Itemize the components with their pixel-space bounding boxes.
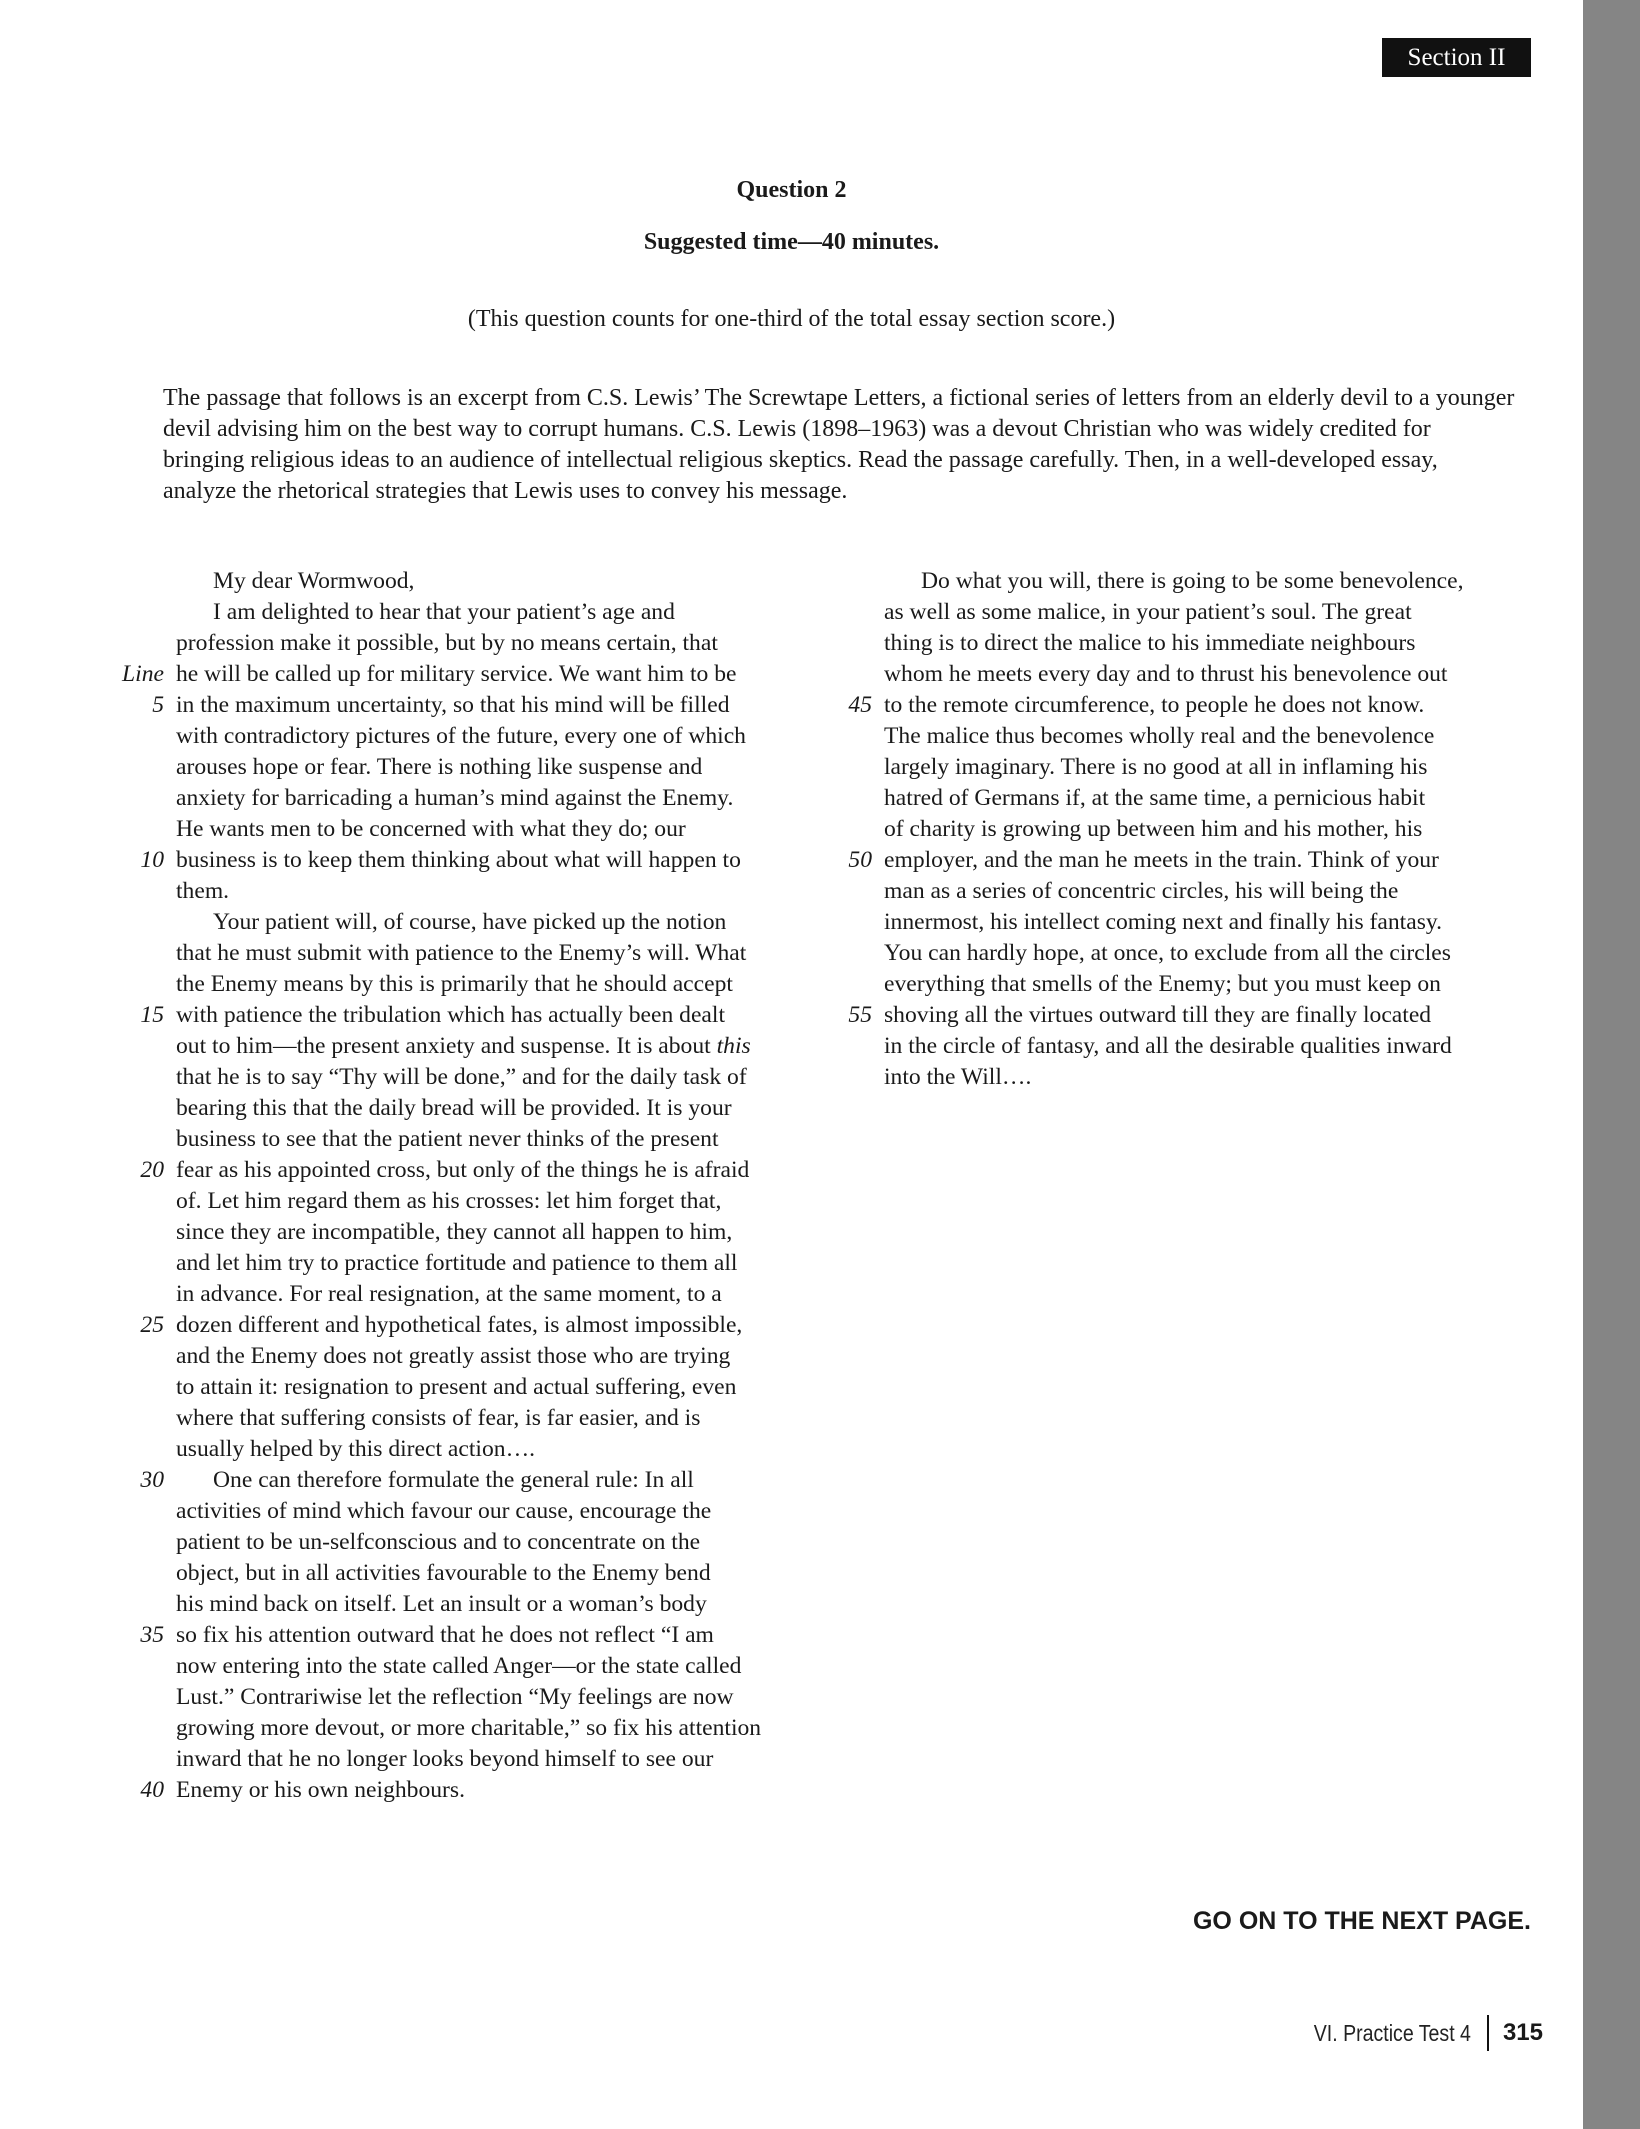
line-text-run: object, but in all activities favourable to the Enemy bend bbox=[176, 1560, 711, 1586]
passage-line bbox=[90, 659, 830, 690]
line-text-run: and let him try to practice fortitude and patience to them all bbox=[176, 1250, 738, 1276]
line-text-run: business is to keep them thinking about what will happen to bbox=[176, 847, 741, 873]
line-text bbox=[884, 597, 1412, 628]
line-number: 55 bbox=[848, 1002, 872, 1028]
line-number: 5 bbox=[152, 692, 164, 718]
line-text bbox=[213, 1465, 694, 1496]
line-text-run: One can therefore formulate the general rule: In all bbox=[213, 1467, 694, 1493]
passage-line bbox=[90, 1558, 830, 1589]
line-text-run: Do what you will, there is going to be some benevolence, bbox=[921, 568, 1464, 594]
line-text bbox=[176, 752, 702, 783]
passage-line bbox=[90, 1186, 830, 1217]
line-text bbox=[176, 1434, 535, 1465]
line-text bbox=[176, 783, 733, 814]
line-text bbox=[176, 1651, 741, 1682]
line-text-run: in the circle of fantasy, and all the desirable qualities inward bbox=[884, 1033, 1452, 1059]
line-text-run: My dear Wormwood, bbox=[213, 568, 415, 594]
line-text-run: out to him—the present anxiety and suspense. It is about bbox=[176, 1033, 717, 1059]
line-text-run: everything that smells of the Enemy; but you must keep on bbox=[884, 971, 1441, 997]
passage-line bbox=[90, 1775, 830, 1806]
line-text bbox=[176, 1372, 736, 1403]
line-text bbox=[176, 1341, 730, 1372]
passage-line bbox=[90, 1155, 830, 1186]
line-text bbox=[884, 814, 1422, 845]
passage-line bbox=[798, 721, 1538, 752]
line-text bbox=[884, 938, 1451, 969]
line-number: 40 bbox=[140, 1777, 164, 1803]
line-text-run: arouses hope or fear. There is nothing like suspense and bbox=[176, 754, 703, 780]
line-text-run: inward that he no longer looks beyond himself to see our bbox=[176, 1746, 714, 1772]
line-text bbox=[176, 1217, 732, 1248]
line-text-run: growing more devout, or more charitable,” so fix his attention bbox=[176, 1715, 762, 1741]
passage-line bbox=[90, 1062, 830, 1093]
passage-line bbox=[798, 845, 1538, 876]
line-text-italic: this bbox=[716, 1033, 751, 1059]
line-text-run: with patience the tribulation which has actually been dealt bbox=[176, 1002, 726, 1028]
line-text-run: He wants men to be concerned with what they do; our bbox=[176, 816, 686, 842]
passage-line bbox=[90, 1372, 830, 1403]
line-text bbox=[176, 1744, 713, 1775]
line-text-run: whom he meets every day and to thrust his benevolence out bbox=[884, 661, 1448, 687]
line-number: 35 bbox=[140, 1622, 164, 1648]
line-text bbox=[176, 1620, 714, 1651]
line-text bbox=[176, 1031, 751, 1062]
passage-column-left bbox=[90, 566, 830, 1806]
footer-section: VI. Practice Test 4 bbox=[1313, 2019, 1471, 2046]
passage-line bbox=[90, 1124, 830, 1155]
line-text-run: largely imaginary. There is no good at all in inflaming his bbox=[884, 754, 1428, 780]
line-text bbox=[176, 721, 746, 752]
line-number: 45 bbox=[848, 692, 872, 718]
passage-line bbox=[798, 783, 1538, 814]
go-on-notice: GO ON TO THE NEXT PAGE. bbox=[1192, 1907, 1531, 1935]
passage-line bbox=[90, 1713, 830, 1744]
passage-line bbox=[90, 1496, 830, 1527]
passage-line bbox=[798, 1031, 1538, 1062]
passage-line bbox=[90, 814, 830, 845]
line-text-run: thing is to direct the malice to his immediate neighbours bbox=[884, 630, 1416, 656]
line-text bbox=[176, 1124, 719, 1155]
page-edge-bar bbox=[1583, 0, 1640, 2129]
line-text-run: activities of mind which favour our cause, encourage the bbox=[176, 1498, 712, 1524]
passage-line bbox=[90, 1217, 830, 1248]
line-text bbox=[176, 1279, 722, 1310]
passage-line bbox=[798, 1062, 1538, 1093]
passage-line bbox=[90, 876, 830, 907]
passage-line bbox=[798, 876, 1538, 907]
line-text-run: to the remote circumference, to people he does not know. bbox=[884, 692, 1425, 718]
line-text bbox=[176, 969, 733, 1000]
line-number: 30 bbox=[140, 1467, 164, 1493]
line-text-run: employer, and the man he meets in the train. Think of your bbox=[884, 847, 1439, 873]
line-number: Line bbox=[122, 661, 164, 687]
line-text-run: Your patient will, of course, have picked up the notion bbox=[213, 909, 727, 935]
passage-line bbox=[90, 721, 830, 752]
line-text-run: business to see that the patient never thinks of the present bbox=[176, 1126, 719, 1152]
line-text bbox=[176, 1713, 761, 1744]
line-text bbox=[176, 1062, 747, 1093]
line-text-run: hatred of Germans if, at the same time, a pernicious habit bbox=[884, 785, 1426, 811]
line-number: 15 bbox=[140, 1002, 164, 1028]
line-text-run: with contradictory pictures of the future, every one of which bbox=[176, 723, 746, 749]
line-text bbox=[176, 876, 229, 907]
passage-line bbox=[798, 938, 1538, 969]
line-text-run: that he must submit with patience to the Enemy’s will. What bbox=[176, 940, 747, 966]
line-text bbox=[213, 566, 414, 597]
passage-line bbox=[798, 814, 1538, 845]
passage-line bbox=[90, 690, 830, 721]
line-number: 25 bbox=[140, 1312, 164, 1338]
line-text bbox=[213, 907, 726, 938]
line-text-run: usually helped by this direct action…. bbox=[176, 1436, 536, 1462]
line-text bbox=[884, 752, 1427, 783]
line-text-run: profession make it possible, but by no means certain, that bbox=[176, 630, 718, 656]
line-text bbox=[176, 1403, 700, 1434]
line-text bbox=[176, 628, 718, 659]
line-text-run: where that suffering consists of fear, is far easier, and is bbox=[176, 1405, 701, 1431]
passage-line bbox=[90, 1744, 830, 1775]
passage-line bbox=[798, 1000, 1538, 1031]
line-text-run: now entering into the state called Anger—or the state called bbox=[176, 1653, 742, 1679]
line-text-run: man as a series of concentric circles, his will being the bbox=[884, 878, 1399, 904]
line-text bbox=[176, 1186, 721, 1217]
line-text bbox=[176, 845, 741, 876]
line-text bbox=[884, 845, 1439, 876]
passage-line bbox=[90, 752, 830, 783]
line-text-run: the Enemy means by this is primarily that he should accept bbox=[176, 971, 733, 997]
passage-line bbox=[798, 907, 1538, 938]
line-text bbox=[176, 1248, 737, 1279]
line-text-run: dozen different and hypothetical fates, is almost impossible, bbox=[176, 1312, 743, 1338]
passage-line bbox=[798, 628, 1538, 659]
line-text-run: You can hardly hope, at once, to exclude from all the circles bbox=[884, 940, 1451, 966]
line-number: 50 bbox=[848, 847, 872, 873]
passage-line bbox=[90, 628, 830, 659]
line-text bbox=[884, 721, 1434, 752]
line-text bbox=[213, 597, 675, 628]
line-text bbox=[884, 628, 1415, 659]
line-text bbox=[884, 659, 1447, 690]
passage-line bbox=[90, 1651, 830, 1682]
line-text bbox=[176, 1093, 732, 1124]
passage-line bbox=[90, 1310, 830, 1341]
line-text bbox=[176, 1000, 725, 1031]
line-number: 20 bbox=[140, 1157, 164, 1183]
line-text bbox=[176, 659, 736, 690]
line-text bbox=[176, 1496, 711, 1527]
line-text bbox=[176, 1589, 707, 1620]
passage-line bbox=[90, 1403, 830, 1434]
line-text bbox=[884, 690, 1424, 721]
line-text-run: of. Let him regard them as his crosses: let him forget that, bbox=[176, 1188, 722, 1214]
line-text-run: them. bbox=[176, 878, 230, 904]
line-text bbox=[176, 1155, 749, 1186]
line-text bbox=[176, 1310, 742, 1341]
line-text bbox=[921, 566, 1464, 597]
passage-line bbox=[798, 566, 1538, 597]
section-badge: Section II bbox=[1382, 38, 1531, 77]
footer-divider bbox=[1487, 2015, 1489, 2051]
line-text-run: fear as his appointed cross, but only of the things he is afraid bbox=[176, 1157, 750, 1183]
line-text-run: as well as some malice, in your patient’s soul. The great bbox=[884, 599, 1412, 625]
question-intro: The passage that follows is an excerpt from C.S. Lewis’ The Screwtape Letters, a fictional series of letters from an elderly devil to a younger devil advising him on the best way to corrupt humans. C.S. Lewis (1898–1963) was a devout Christian who was widely credited for bringing religious ideas to an audience of intellectual religious skeptics. Read the passage carefully. Then, in a well-developed essay, analyze the rhetorical strategies that Lewis uses to convey his message. bbox=[163, 385, 1515, 504]
passage-line bbox=[798, 659, 1538, 690]
line-text-run: in advance. For real resignation, at the same moment, to a bbox=[176, 1281, 722, 1307]
line-text bbox=[176, 814, 686, 845]
passage-line bbox=[90, 1341, 830, 1372]
passage-line bbox=[90, 1465, 830, 1496]
line-text-run: and the Enemy does not greatly assist those who are trying bbox=[176, 1343, 731, 1369]
line-text bbox=[176, 1558, 711, 1589]
line-text bbox=[176, 938, 746, 969]
passage-line bbox=[798, 752, 1538, 783]
passage-line bbox=[90, 969, 830, 1000]
passage-line bbox=[798, 597, 1538, 628]
passage-line bbox=[90, 1031, 830, 1062]
line-text-run: to attain it: resignation to present and actual suffering, even bbox=[176, 1374, 737, 1400]
passage-line bbox=[90, 1434, 830, 1465]
line-text bbox=[884, 1062, 1031, 1093]
passage-line bbox=[90, 1620, 830, 1651]
line-text-run: bearing this that the daily bread will be provided. It is your bbox=[176, 1095, 732, 1121]
passage-line bbox=[90, 566, 830, 597]
line-text bbox=[884, 1031, 1452, 1062]
passage-line bbox=[90, 1000, 830, 1031]
line-text-run: The malice thus becomes wholly real and the benevolence bbox=[884, 723, 1435, 749]
passage-line bbox=[798, 690, 1538, 721]
suggested-time: Suggested time—40 minutes. bbox=[643, 229, 940, 255]
line-text-run: innermost, his intellect coming next and finally his fantasy. bbox=[884, 909, 1443, 935]
question-title: Question 2 bbox=[736, 177, 847, 203]
line-text bbox=[884, 783, 1425, 814]
passage-line bbox=[90, 1279, 830, 1310]
line-text-run: he will be called up for military service. We want him to be bbox=[176, 661, 737, 687]
page-number: 315 bbox=[1502, 2019, 1543, 2046]
line-text-run: anxiety for barricading a human’s mind against the Enemy. bbox=[176, 785, 734, 811]
passage-line bbox=[90, 1682, 830, 1713]
line-text bbox=[176, 1527, 700, 1558]
line-text-run: I am delighted to hear that your patient’s age and bbox=[213, 599, 675, 625]
line-text bbox=[884, 1000, 1431, 1031]
line-text-run: in the maximum uncertainty, so that his mind will be filled bbox=[176, 692, 730, 718]
line-number: 10 bbox=[140, 847, 164, 873]
line-text-run: that he is to say “Thy will be done,” and for the daily task of bbox=[176, 1064, 747, 1090]
line-text-run: Lust.” Contrariwise let the reflection “My feelings are now bbox=[176, 1684, 734, 1710]
page-footer bbox=[1286, 2013, 1543, 2053]
line-text bbox=[176, 1682, 734, 1713]
line-text bbox=[176, 690, 730, 721]
line-text-run: into the Will…. bbox=[884, 1064, 1032, 1090]
passage-line bbox=[798, 969, 1538, 1000]
passage-line bbox=[90, 907, 830, 938]
passage-line bbox=[90, 783, 830, 814]
passage-line bbox=[90, 938, 830, 969]
line-text bbox=[884, 907, 1442, 938]
line-text-run: since they are incompatible, they cannot all happen to him, bbox=[176, 1219, 733, 1245]
line-text-run: of charity is growing up between him and his mother, his bbox=[884, 816, 1423, 842]
line-text-run: Enemy or his own neighbours. bbox=[176, 1777, 465, 1803]
line-text-run: his mind back on itself. Let an insult or a woman’s body bbox=[176, 1591, 707, 1617]
passage-line bbox=[90, 1589, 830, 1620]
line-text bbox=[884, 876, 1398, 907]
passage-line bbox=[90, 845, 830, 876]
passage-line bbox=[90, 1093, 830, 1124]
passage-line bbox=[90, 597, 830, 628]
line-text-run: patient to be un-selfconscious and to concentrate on the bbox=[176, 1529, 701, 1555]
line-text-run: so fix his attention outward that he does not reflect “I am bbox=[176, 1622, 714, 1648]
passage-line bbox=[90, 1527, 830, 1558]
question-note: (This question counts for one-third of the total essay section score.) bbox=[467, 306, 1116, 332]
line-text bbox=[884, 969, 1441, 1000]
line-text-run: shoving all the virtues outward till they are finally located bbox=[884, 1002, 1432, 1028]
line-text bbox=[176, 1775, 465, 1806]
passage-line bbox=[90, 1248, 830, 1279]
passage-column-right bbox=[798, 566, 1538, 1093]
